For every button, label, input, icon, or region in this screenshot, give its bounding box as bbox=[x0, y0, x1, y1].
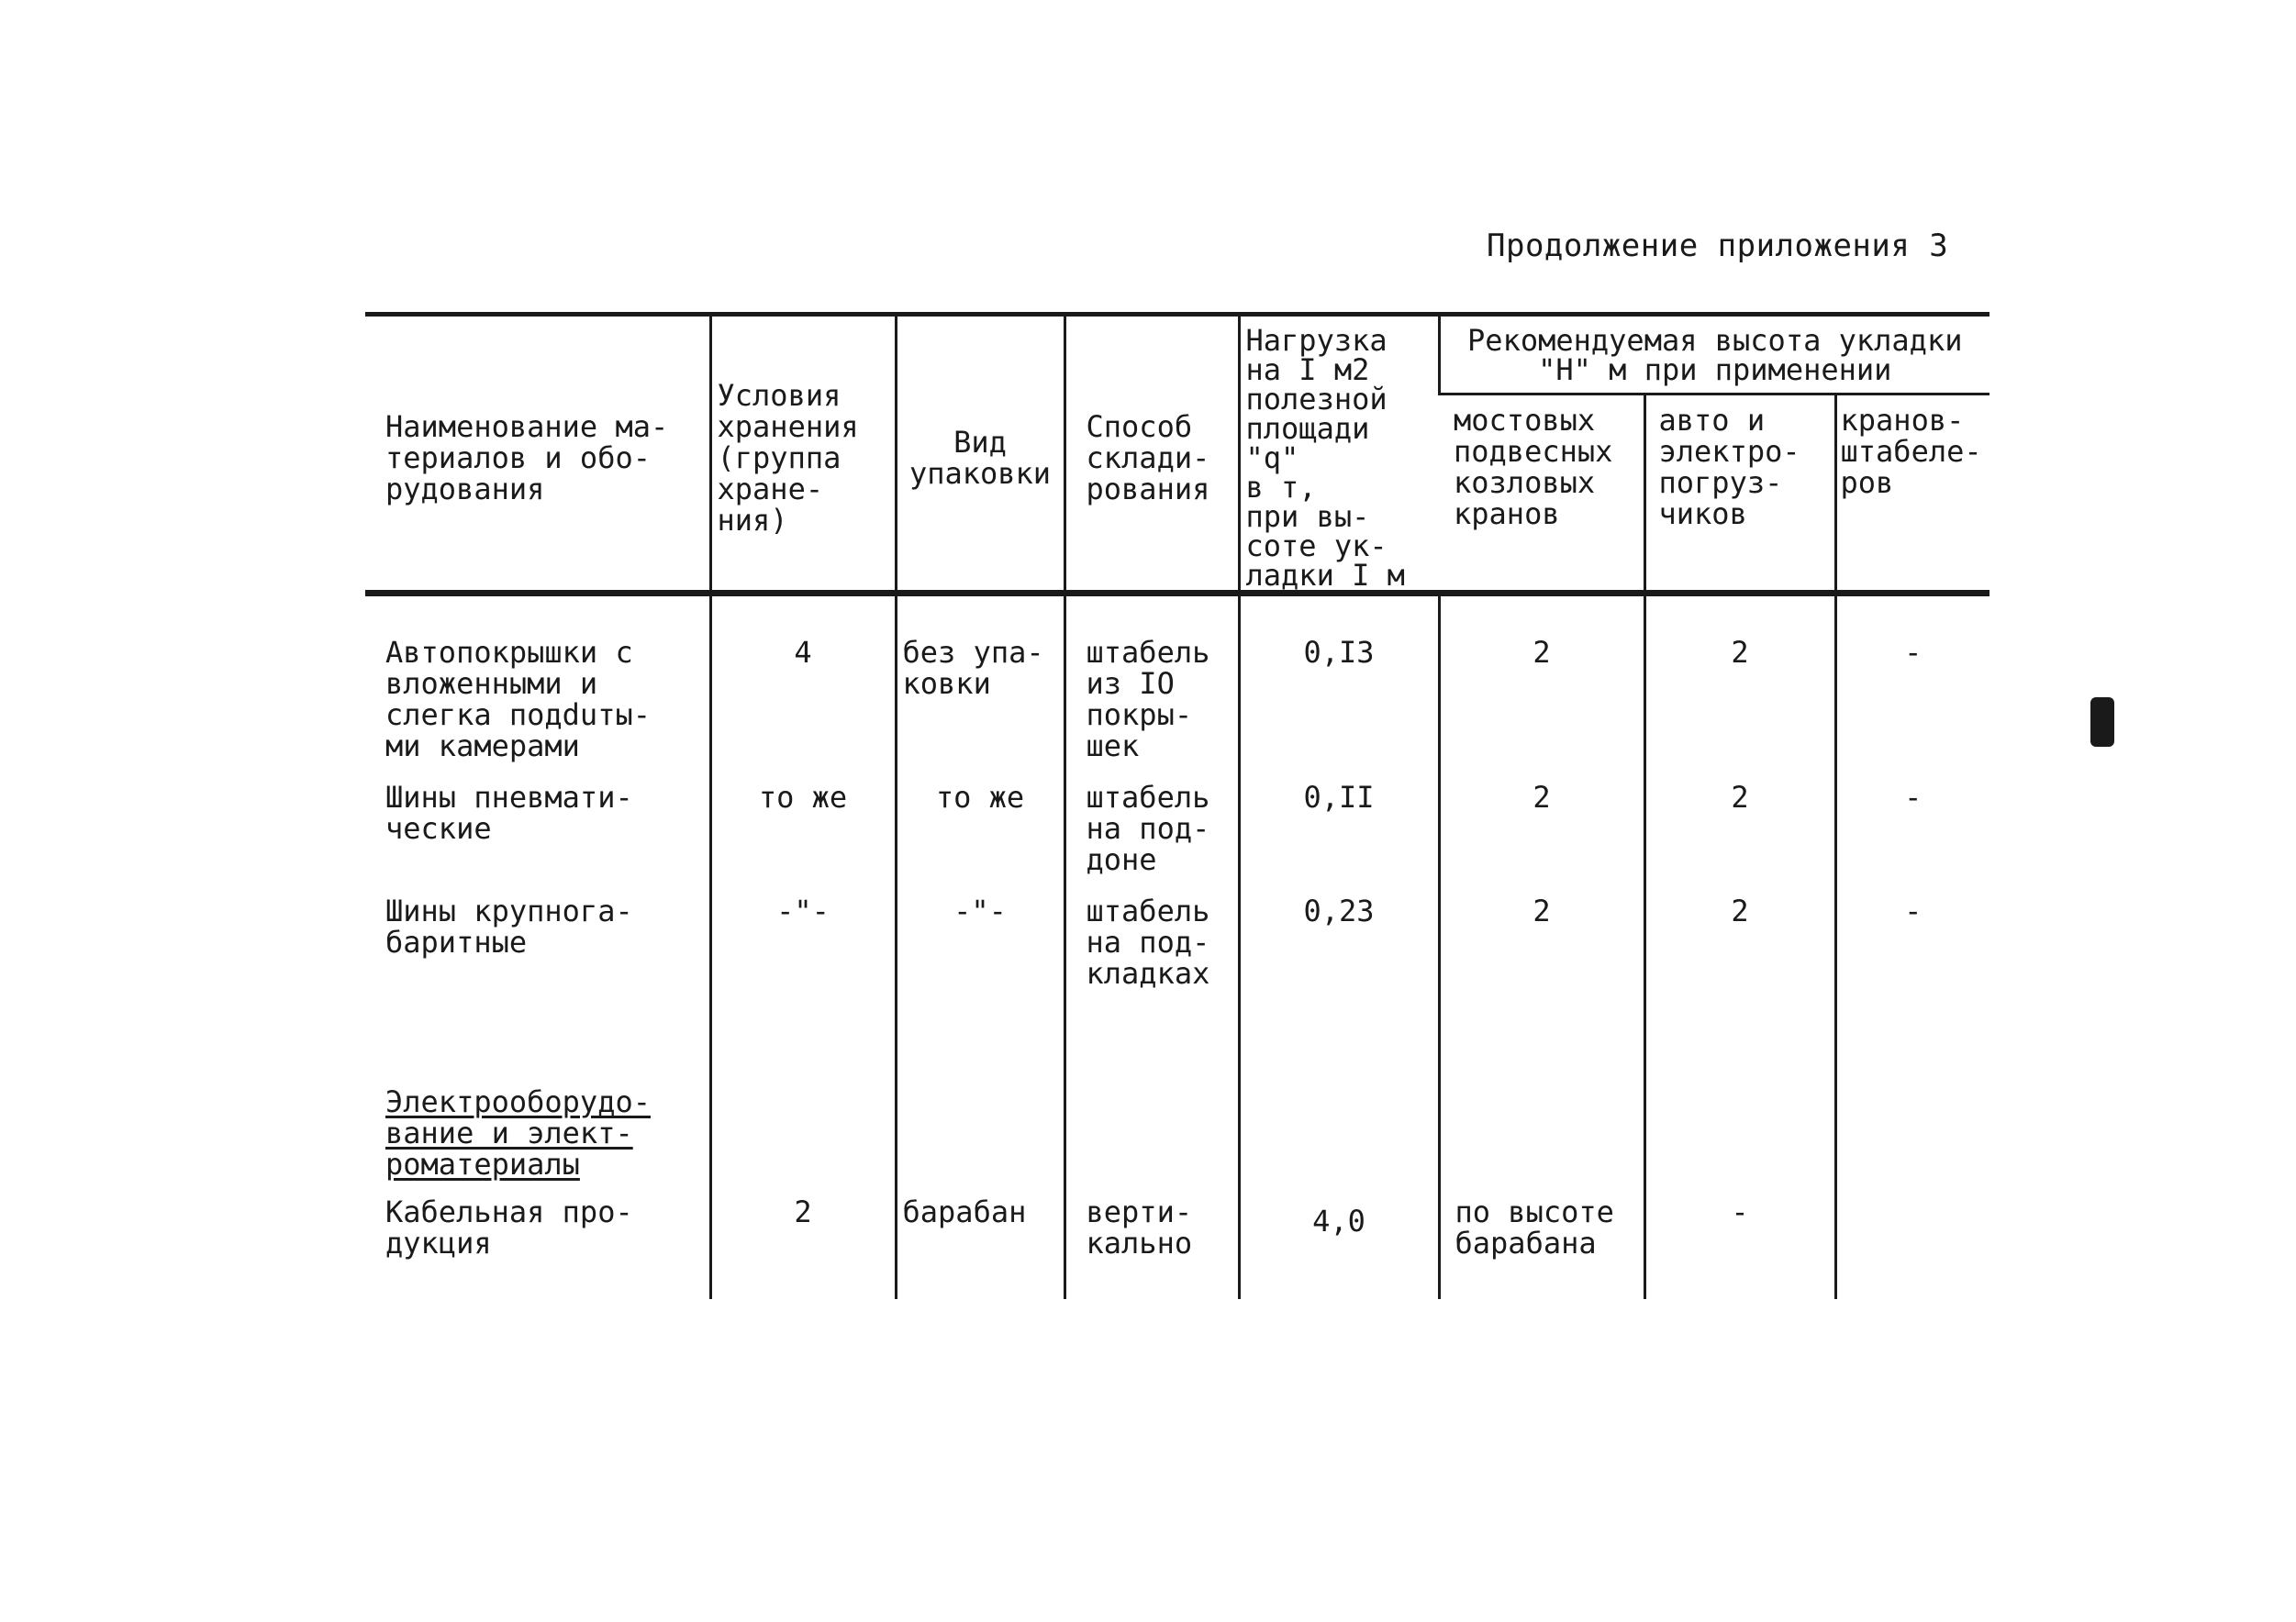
cell-storage: 4 bbox=[710, 594, 896, 783]
cell-method: штабель из IO покры- шек bbox=[1064, 594, 1239, 783]
header-load: Нагрузка на I м2 полезной площади "q" в т, при вы- соте ук- ладки I м bbox=[1239, 315, 1439, 594]
cell-packaging: барабан bbox=[896, 1196, 1064, 1299]
cell-name: Автопокрышки с вложенными и слегка подduты- ми камерами bbox=[365, 594, 710, 783]
header-bridge-cranes: мостовых подвесных козловых кранов bbox=[1439, 394, 1644, 594]
table-row bbox=[365, 1196, 1989, 1299]
cell-forklift: - bbox=[1644, 1196, 1835, 1299]
cell-packaging: -"- bbox=[896, 895, 1064, 1009]
header-name: Наименование ма- териалов и обо- рудования bbox=[365, 315, 710, 594]
table-row bbox=[365, 895, 1989, 1009]
table-row bbox=[365, 782, 1989, 895]
page-number-mark bbox=[2090, 697, 2114, 747]
header-method: Способ склади- рования bbox=[1064, 315, 1239, 594]
cell-packaging: то же bbox=[896, 782, 1064, 895]
cell-storage: 2 bbox=[710, 1196, 896, 1299]
cell-forklift: 2 bbox=[1644, 895, 1835, 1009]
cell-forklift: 2 bbox=[1644, 594, 1835, 783]
cell-bridge: по высоте барабана bbox=[1439, 1196, 1644, 1299]
cell-load: 4,0 bbox=[1239, 1196, 1439, 1299]
header-forklifts: авто и электро- погруз- чиков bbox=[1644, 394, 1835, 594]
cell-method: штабель на под- кладках bbox=[1064, 895, 1239, 1009]
header-height-group: Рекомендуемая высота укладки "Н" м при применении bbox=[1439, 315, 1989, 394]
cell-method: штабель на под- доне bbox=[1064, 782, 1239, 895]
cell-bridge: 2 bbox=[1439, 594, 1644, 783]
cell-name: Шины пневмати- ческие bbox=[385, 780, 633, 846]
cell-name: Шины крупнога- баритные bbox=[385, 894, 633, 960]
section-title: Электрооборудо- вание и элект- роматериалы bbox=[385, 1084, 651, 1182]
cell-storage: то же bbox=[710, 782, 896, 895]
cell-packaging: без упа- ковки bbox=[896, 594, 1064, 783]
cell-storage: -"- bbox=[710, 895, 896, 1009]
cell-load: 0,I3 bbox=[1239, 594, 1439, 783]
cell-load: 0,II bbox=[1239, 782, 1439, 895]
header-storage: Условия хранения (группа хране- ния) bbox=[710, 315, 896, 594]
header-stacker-cranes: кранов- штабеле- ров bbox=[1835, 394, 1989, 594]
cell-stacker: - bbox=[1835, 895, 1989, 1009]
header-packaging: Вид упаковки bbox=[896, 315, 1064, 594]
section-row bbox=[365, 1009, 1989, 1196]
table-row bbox=[365, 594, 1989, 783]
cell-bridge: 2 bbox=[1439, 895, 1644, 1009]
cell-forklift: 2 bbox=[1644, 782, 1835, 895]
page-header: Продолжение приложения 3 bbox=[1487, 228, 1949, 264]
cell-stacker: - bbox=[1835, 782, 1989, 895]
cell-name: Кабельная про- дукция bbox=[385, 1194, 633, 1261]
cell-method: верти- кально bbox=[1064, 1196, 1239, 1299]
storage-table bbox=[365, 312, 1989, 1299]
cell-stacker: - bbox=[1835, 594, 1989, 783]
section-title-cell bbox=[365, 1009, 710, 1196]
cell-stacker bbox=[1835, 1196, 1989, 1299]
cell-load: 0,23 bbox=[1239, 895, 1439, 1009]
cell-bridge: 2 bbox=[1439, 782, 1644, 895]
